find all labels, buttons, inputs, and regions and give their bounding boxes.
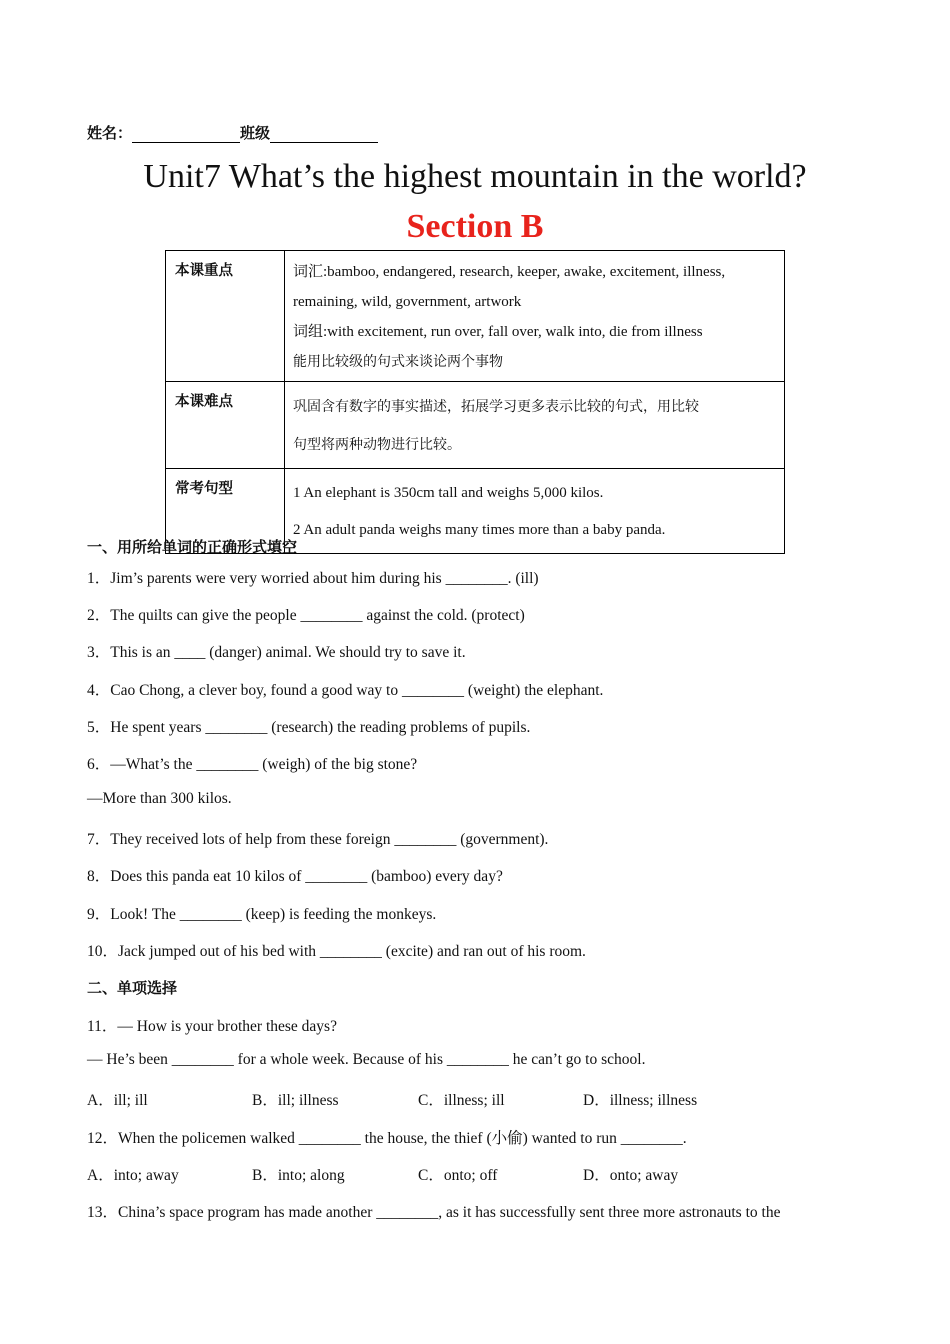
name-blank[interactable] — [132, 127, 240, 143]
question-11: 11．— How is your brother these days? — [87, 1018, 337, 1035]
question-13: 13．China’s space program has made another ________, as it has successfully sent three more astronauts to the — [87, 1204, 781, 1221]
name-class-line — [87, 122, 378, 143]
section2-title: 二、单项选择 — [87, 979, 178, 997]
section-subtitle: Section B — [406, 208, 544, 245]
table-row-difficulties — [166, 382, 785, 469]
q11-option-d: D．illness; illness — [583, 1092, 698, 1109]
difficulty-line-2: 句型将两种动物进行比较。 — [293, 437, 461, 453]
class-blank[interactable] — [270, 127, 378, 143]
question-9: 9．Look! The ________ (keep) is feeding the monkeys. — [87, 906, 437, 923]
vocab-line-1: 词汇:bamboo, endangered, research, keeper, awake, excitement, illness, — [293, 264, 726, 280]
q12-option-d: D．onto; away — [583, 1167, 679, 1184]
q11-option-c: C．illness; ill — [418, 1092, 505, 1109]
question-4: 4．Cao Chong, a clever boy, found a good way to ________ (weight) the elephant. — [87, 682, 604, 699]
row-content — [285, 382, 785, 469]
class-label: 班级 — [240, 124, 271, 142]
row-label: 常考句型 — [166, 469, 285, 554]
q12-option-b: B．into; along — [252, 1167, 345, 1184]
row-label: 本课难点 — [166, 382, 285, 469]
q12-option-c: C．onto; off — [418, 1167, 498, 1184]
question-5: 5．He spent years ________ (research) the reading problems of pupils. — [87, 719, 531, 736]
pattern-line-1: 1 An elephant is 350cm tall and weighs 5,000 kilos. — [293, 485, 604, 501]
phrase-line: 词组:with excitement, run over, fall over, walk into, die from illness — [293, 324, 703, 340]
row-content — [285, 251, 785, 382]
row-label: 本课重点 — [166, 251, 285, 382]
question-8: 8．Does this panda eat 10 kilos of ________ (bamboo) every day? — [87, 868, 503, 885]
name-label: 姓名： — [87, 124, 133, 142]
q12-option-a: A．into; away — [87, 1167, 179, 1184]
lesson-key-table — [165, 250, 785, 554]
question-11-line2: — He’s been ________ for a whole week. Because of his ________ he can’t go to school. — [87, 1051, 646, 1068]
row-content — [285, 469, 785, 554]
question-1: 1．Jim’s parents were very worried about him during his ________. (ill) — [87, 570, 539, 587]
page-title: Unit7 What’s the highest mountain in the world? — [143, 158, 807, 195]
pattern-line-2: 2 An adult panda weighs many times more than a baby panda. — [293, 522, 666, 538]
question-6-answer: —More than 300 kilos. — [87, 790, 232, 807]
goal-line: 能用比较级的句式来谈论两个事物 — [293, 354, 503, 370]
question-7: 7．They received lots of help from these foreign ________ (government). — [87, 831, 549, 848]
q11-option-b: B．ill; illness — [252, 1092, 339, 1109]
question-10: 10．Jack jumped out of his bed with ________ (excite) and ran out of his room. — [87, 943, 586, 960]
q11-option-a: A．ill; ill — [87, 1092, 148, 1109]
vocab-line-2: remaining, wild, government, artwork — [293, 294, 522, 310]
question-6: 6．—What’s the ________ (weigh) of the big stone? — [87, 756, 418, 773]
section1-title: 一、用所给单词的正确形式填空 — [87, 538, 298, 556]
difficulty-line-1: 巩固含有数字的事实描述，拓展学习更多表示比较的句式，用比较 — [293, 399, 699, 415]
table-row-key-points — [166, 251, 785, 382]
question-12: 12．When the policemen walked ________ the house, the thief (小偷) wanted to run ________. — [87, 1130, 687, 1147]
question-2: 2．The quilts can give the people ________ against the cold. (protect) — [87, 607, 525, 624]
question-3: 3．This is an ____ (danger) animal. We should try to save it. — [87, 644, 466, 661]
